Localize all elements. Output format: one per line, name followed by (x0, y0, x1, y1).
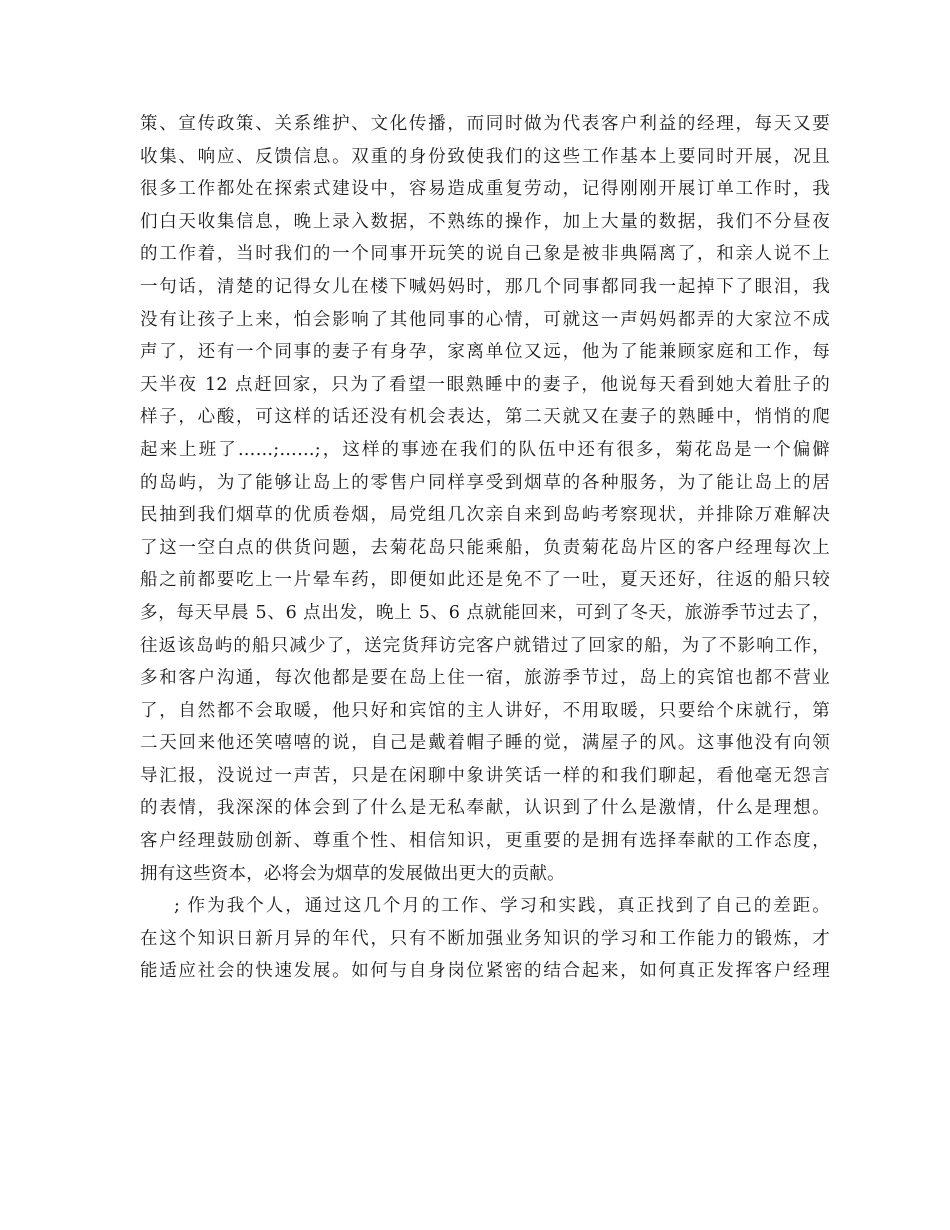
text-line: 策、宣传政策、关系维护、文化传播，而同时做为代表客户利益的经理，每天又要 (140, 114, 830, 134)
text-line: 收集、响应、反馈信息。双重的身份致使我们的这些工作基本上要同时开展，况且 (140, 146, 830, 167)
text-line: 往返该岛屿的船只减少了，送完货拜访完客户就错过了回家的船，为了不影响工作， (140, 635, 830, 656)
paragraph-1 (140, 108, 830, 890)
text-line: 天半夜 12 点赶回家，只为了看望一眼熟睡中的妻子，他说每天看到她大着肚子的 (140, 374, 830, 395)
text-line: 客户经理鼓励创新、尊重个性、相信知识，更重要的是拥有选择奉献的工作态度， (140, 831, 830, 852)
text-line: 了，自然都不会取暖，他只好和宾馆的主人讲好，不用取暖，只要给个床就行，第 (140, 700, 830, 721)
text-line: 多和客户沟通，每次他都是要在岛上住一宿，旅游季节过，岛上的宾馆也都不营业 (140, 668, 830, 689)
text-line: 们白天收集信息，晚上录入数据，不熟练的操作，加上大量的数据，我们不分昼夜 (140, 211, 830, 232)
text-line: 能适应社会的快速发展。如何与自身岗位紧密的结合起来，如何真正发挥客户经理 (140, 961, 830, 982)
text-line: 的岛屿，为了能够让岛上的零售户同样享受到烟草的各种服务，为了能让岛上的居 (140, 472, 830, 493)
text-line: 声了，还有一个同事的妻子有身孕，家离单位又远，他为了能兼顾家庭和工作，每 (140, 342, 830, 363)
body-text (140, 108, 830, 988)
text-line: 船之前都要吃上一片晕车药，即便如此还是免不了一吐，夏天还好，往返的船只较 (140, 570, 830, 591)
text-line: 没有让孩子上来，怕会影响了其他同事的心情，可就这一声妈妈都弄的大家泣不成 (140, 309, 830, 330)
text-line: 二天回来他还笑嘻嘻的说，自己是戴着帽子睡的觉，满屋子的风。这事他没有向领 (140, 733, 830, 754)
text-line: 多，每天早晨 5、6 点出发，晚上 5、6 点就能回来，可到了冬天，旅游季节过去了， (140, 602, 830, 623)
text-line: 拥有这些资本，必将会为烟草的发展做出更大的贡献。 (140, 863, 565, 884)
text-line: 一句话，清楚的记得女儿在楼下喊妈妈时，那几个同事都同我一起掉下了眼泪，我 (140, 276, 830, 297)
text-line: 的工作着，当时我们的一个同事开玩笑的说自己象是被非典隔离了，和亲人说不上 (140, 244, 830, 265)
text-line: ; 作为我个人，通过这几个月的工作、学习和实践，真正找到了自己的差距。 (174, 896, 830, 917)
text-line: 起来上班了……;……;，这样的事迹在我们的队伍中还有很多，菊花岛是一个偏僻 (140, 439, 830, 460)
text-line: 的表情，我深深的体会到了什么是无私奉献，认识到了什么是激情，什么是理想。 (140, 798, 830, 819)
text-line: 导汇报，没说过一声苦，只是在闲聊中象讲笑话一样的和我们聊起，看他毫无怨言 (140, 765, 830, 786)
text-line: 在这个知识日新月异的年代，只有不断加强业务知识的学习和工作能力的锻炼，才 (140, 928, 830, 949)
text-line: 很多工作都处在探索式建设中，容易造成重复劳动，记得刚刚开展订单工作时，我 (140, 179, 830, 200)
text-line: 民抽到我们烟草的优质卷烟，局党组几次亲自来到岛屿考察现状，并排除万难解决 (140, 505, 830, 526)
text-line: 了这一空白点的供货问题，去菊花岛只能乘船，负责菊花岛片区的客户经理每次上 (140, 537, 830, 558)
text-line: 样子，心酸，可这样的话还没有机会表达，第二天就又在妻子的熟睡中，悄悄的爬 (140, 407, 830, 428)
paragraph-2 (140, 890, 830, 988)
